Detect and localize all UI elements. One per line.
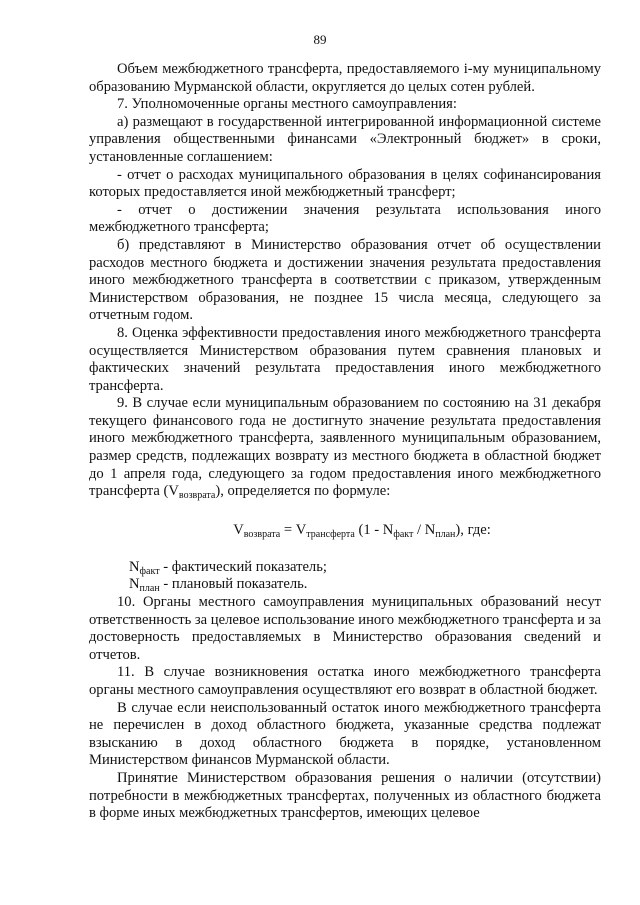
formula-eq: = V <box>280 521 307 538</box>
formula-open: (1 - N <box>354 521 394 538</box>
formula-close: ), где: <box>455 521 491 538</box>
paragraph-decision: Принятие Министерством образования решения о наличии (отсутствии) потребности в межбюджетных трансфертах, полученных из областного бюджета в форме иных межбюджетных трансфертов, имеющих целевое <box>89 769 601 822</box>
paragraph-7-heading: 7. Уполномоченные органы местного самоуправления: <box>117 96 457 113</box>
definition-n-plan <box>89 576 601 594</box>
paragraph-7a: а) размещают в государственной интегрированной информационной системе управления общественными финансами «Электронный бюджет» в сроки, установленные соглашением: <box>89 113 601 165</box>
paragraph-11: 11. В случае возникновения остатка иного межбюджетного трансферта органы местного самоуправления осуществляют его возврат в областной бюджет. <box>89 664 601 698</box>
document-body <box>89 61 601 823</box>
paragraph-9 <box>89 395 601 501</box>
definition-symbol: N <box>129 576 140 593</box>
paragraph-transfer-rounding: Объем межбюджетного трансферта, предоставляемого i-му муниципальному образованию Мурманской области, округляется до целых сотен рублей. <box>89 61 601 95</box>
formula-np-sub: план <box>435 528 456 540</box>
definition-symbol: N <box>129 558 140 575</box>
definition-subscript: факт <box>139 565 160 577</box>
formula-slash: / N <box>413 521 436 538</box>
paragraph-9-text: 9. В случае если муниципальным образованием по состоянию на 31 декабря текущего финансового года не достигнуто значение результата предоставления иного межбюджетного трансферта, заявленного муниципальным образованием, размер средств, подлежащих возврату из местного бюджета в областной бюджет до 1 апреля года, следующего за годом предоставления иного межбюджетного трансферта (V <box>89 395 601 500</box>
definition-text: - фактический показатель; <box>159 558 327 575</box>
paragraph-7a-report-expenses: - отчет о расходах муниципального образования в целях софинансирования которых предоставляется иной межбюджетный трансферт; <box>89 166 601 201</box>
definition-text: - плановый показатель. <box>159 576 308 593</box>
page-number: 89 <box>313 32 327 47</box>
paragraph-7a-report-result: - отчет о достижении значения результата использования иного межбюджетного трансферта; <box>89 201 601 236</box>
paragraph-9-text-end: ), определяется по формуле: <box>215 483 391 500</box>
return-formula <box>89 521 601 539</box>
definition-subscript: план <box>139 583 160 595</box>
paragraph-8: 8. Оценка эффективности предоставления иного межбюджетного трансферта осуществляется Министерством образования путем сравнения плановых и фактических значений результата предоставления иного межбюджетного трансферта. <box>89 324 601 394</box>
paragraph-9-subscript: возврата <box>178 490 216 502</box>
paragraph-unused-balance: В случае если неиспользованный остаток иного межбюджетного трансферта не перечислен в доход областного бюджета, указанные средства подлежат взысканию в доход областного бюджета в порядке, установленном Министерством финансов Мурманской области. <box>89 699 601 769</box>
formula-v: V <box>233 521 244 538</box>
paragraph-7b: б) представляют в Министерство образования отчет об осуществлении расходов местного бюджета и достижении значения результата предоставления иного межбюджетного трансферта в соответствии с приказом, утвержденным Министерством образования, не позднее 15 числа месяца, следующего за отчетным годом. <box>89 236 601 324</box>
paragraph-10: 10. Органы местного самоуправления муниципальных образований несут ответственность за целевое использование иного межбюджетного трансферта и за достоверность предоставляемых в Министерство образования сведений и отчетов. <box>89 594 601 663</box>
formula-v-sub: возврата <box>243 528 281 540</box>
definition-n-fact <box>89 559 601 577</box>
formula-vt-sub: трансферта <box>306 528 355 540</box>
formula-nf-sub: факт <box>393 528 414 540</box>
